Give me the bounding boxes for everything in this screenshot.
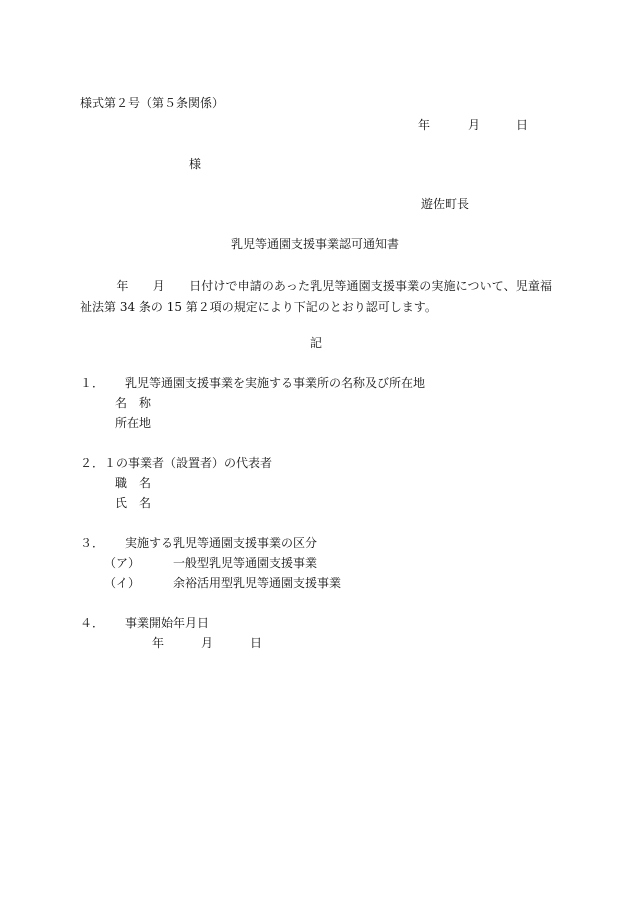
- notice-body-text: 年 月 日付けで申請のあった乳児等通園支援事業の実施について、児童福祉法第 34 条の 15 第２項の規定により下記のとおり認可します。: [80, 279, 552, 314]
- option-label-general: 一般型乳児等通園支援事業: [173, 556, 318, 570]
- form-number-label: 様式第２号（第５条関係）: [80, 96, 225, 110]
- start-day-unit: 日: [250, 636, 263, 650]
- start-month-unit: 月: [201, 636, 214, 650]
- representative-title-label: 職 名: [115, 476, 152, 490]
- start-year-unit: 年: [152, 636, 165, 650]
- section-number: ３．: [80, 536, 105, 550]
- section-heading: 実施する乳児等通園支援事業の区分: [125, 536, 318, 550]
- section-heading: 乳児等通園支援事業を実施する事業所の名称及び所在地: [125, 376, 426, 390]
- option-label-surplus: 余裕活用型乳児等通園支援事業: [173, 576, 342, 590]
- document-title: 乳児等通園支援事業認可通知書: [231, 237, 400, 251]
- section-heading: 事業開始年月日: [125, 616, 210, 630]
- representative-name-label: 氏 名: [115, 496, 152, 510]
- facility-address-label: 所在地: [115, 416, 152, 430]
- issuer-name: 遊佐町長: [421, 197, 470, 211]
- facility-name-label: 名 称: [115, 396, 152, 410]
- issue-month-unit: 月: [468, 118, 481, 132]
- option-marker-a: （ア）: [104, 556, 141, 570]
- section-number: ４．: [80, 616, 105, 630]
- ki-heading: 記: [310, 336, 323, 350]
- issue-year-unit: 年: [418, 118, 431, 132]
- issue-day-unit: 日: [516, 118, 529, 132]
- section-heading: １の事業者（設置者）の代表者: [104, 456, 273, 470]
- addressee-suffix: 様: [189, 157, 202, 171]
- section-number: ２．: [80, 456, 105, 470]
- section-number: １．: [80, 376, 105, 390]
- option-marker-i: （イ）: [104, 576, 141, 590]
